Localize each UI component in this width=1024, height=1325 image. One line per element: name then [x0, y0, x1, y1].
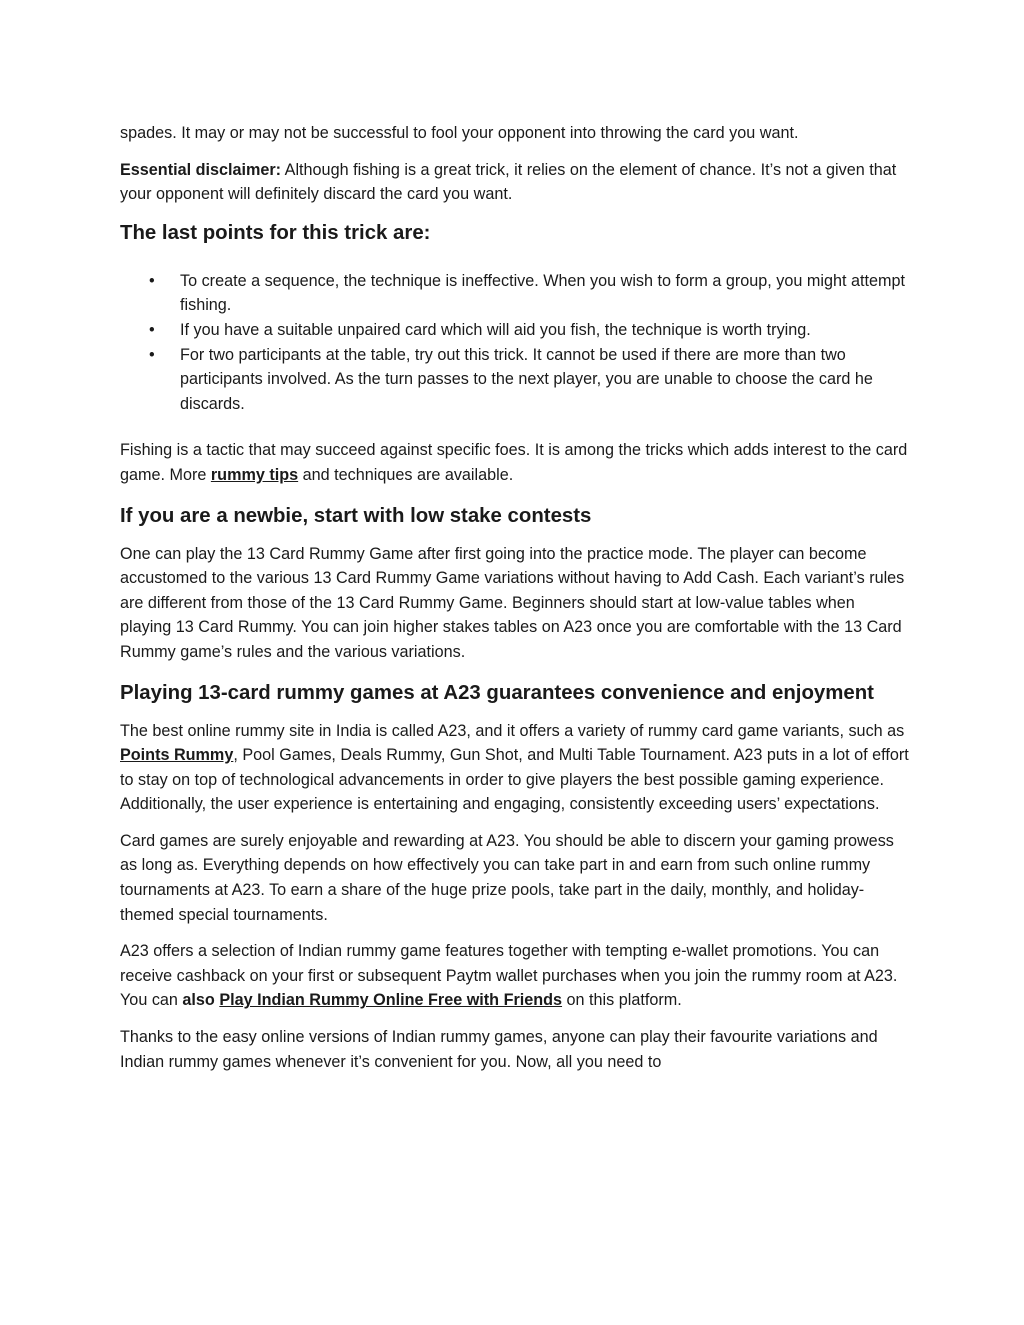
- heading-last-points: The last points for this trick are:: [120, 221, 431, 244]
- text-segment: The best online rummy site in India is called A23, and it offers a variety of rummy card game variants, such as: [120, 721, 905, 740]
- disclaimer-text: Although fishing is a great trick, it relies on the element of chance. It’s not a given that your opponent will definitely discard the card you want.: [120, 160, 897, 204]
- paragraph-ewallet: [120, 939, 910, 1013]
- bold-also: also: [182, 991, 215, 1010]
- paragraph-spades: spades. It may or may not be successful to fool your opponent into throwing the card you want.: [120, 124, 799, 142]
- play-with-friends-link[interactable]: Play Indian Rummy Online Free with Friends: [219, 991, 563, 1010]
- paragraph-card-games: Card games are surely enjoyable and rewarding at A23. You should be able to discern your gaming prowess as long as. Everything depends on how effectively you can take part in and earn from such online rummy tournaments at A23. To earn a share of the huge prize pools, take part in the daily, monthly, and holiday-themed special tournaments.: [120, 831, 894, 924]
- tips-list: [120, 269, 910, 417]
- text-segment: A23 offers a selection of Indian rummy game features together with tempting e-wallet promotions. You can receive cashback on your first or subsequent Paytm wallet purchases when you join the rummy room at A23. You can: [120, 942, 898, 1010]
- text-segment: Fishing is a tactic that may succeed against specific foes. It is among the tricks which adds interest to the card game. More: [120, 441, 908, 484]
- text-segment: and techniques are available.: [298, 465, 514, 484]
- points-rummy-link[interactable]: Points Rummy: [120, 746, 234, 765]
- paragraph-best-site: [120, 719, 910, 817]
- document-page: [120, 121, 910, 1086]
- paragraph-fishing-tactic: [120, 438, 910, 487]
- paragraph-easy-versions: Thanks to the easy online versions of Indian rummy games, anyone can play their favourite variations and Indian rummy games whenever it’s convenient for you. Now, all you need to: [120, 1028, 878, 1071]
- list-item: • To create a sequence, the technique is ineffective. When you wish to form a group, you might attempt fishing.: [180, 269, 910, 318]
- text-segment: , Pool Games, Deals Rummy, Gun Shot, and Multi Table Tournament. A23 puts in a lot of effort to stay on top of technological advancements in order to give players the best possible gaming experience. Additionally, the user experience is entertaining and engaging, consistently exceeding users’ expectations.: [120, 746, 909, 814]
- paragraph-disclaimer: [120, 158, 910, 207]
- heading-newbie: If you are a newbie, start with low stake contests: [120, 504, 592, 527]
- list-item: • For two participants at the table, try out this trick. It cannot be used if there are more than two participants involved. As the turn passes to the next player, you are unable to choose the card he discards.: [180, 343, 910, 417]
- heading-a23-convenience: Playing 13-card rummy games at A23 guarantees convenience and enjoyment: [120, 681, 874, 704]
- paragraph-practice-mode: One can play the 13 Card Rummy Game after first going into the practice mode. The player can become accustomed to the various 13 Card Rummy Game variations without having to Add Cash. Each variant’s rules are different from those of the 13 Card Rummy Game. Beginners should start at low-value tables when playing 13 Card Rummy. You can join higher stakes tables on A23 once you are comfortable with the 13 Card Rummy game’s rules and the various variations.: [120, 544, 905, 661]
- disclaimer-label: Essential disclaimer:: [120, 160, 282, 179]
- list-item: • If you have a suitable unpaired card which will aid you fish, the technique is worth trying.: [180, 318, 910, 343]
- text-segment: on this platform.: [562, 991, 682, 1010]
- rummy-tips-link[interactable]: rummy tips: [210, 465, 299, 484]
